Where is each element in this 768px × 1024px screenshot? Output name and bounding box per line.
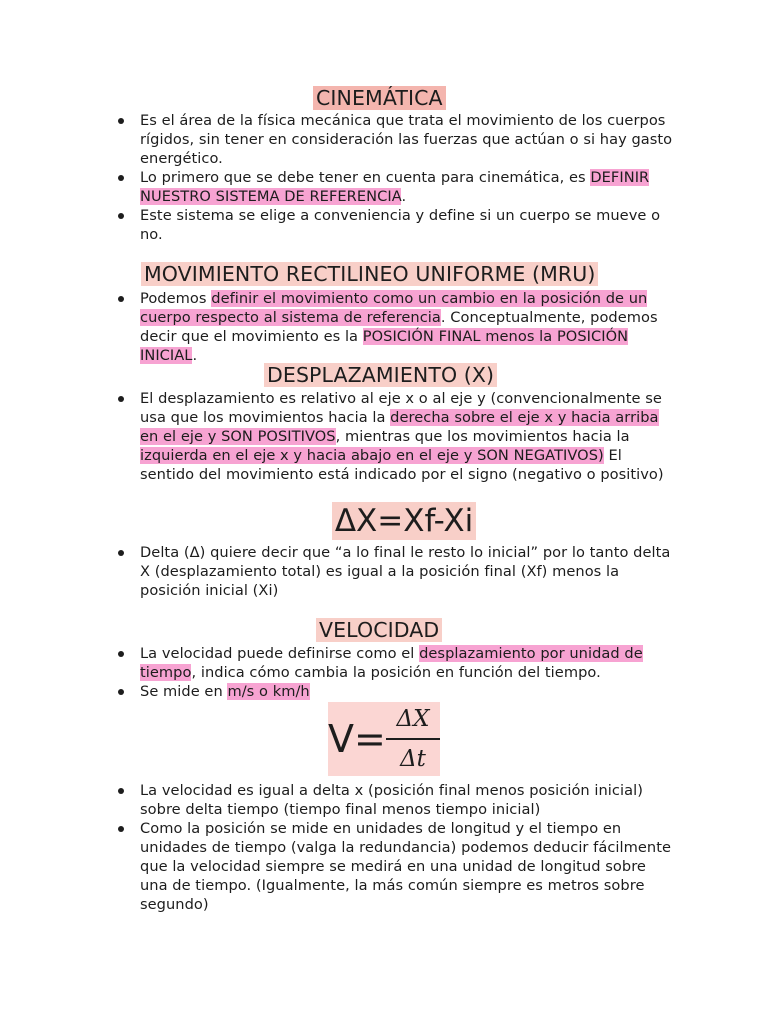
text: La velocidad puede definirse como el bbox=[140, 645, 420, 662]
highlight: derecha sobre el eje x y hacia arriba en el eje y SON POSITIVOS bbox=[140, 409, 659, 445]
list-item bbox=[140, 168, 676, 206]
formula-fraction bbox=[386, 704, 440, 774]
highlight: DEFINIR NUESTRO SISTEMA DE REFERENCIA bbox=[140, 169, 650, 205]
heading-mru: MOVIMIENTO RECTILINEO UNIFORME (MRU) bbox=[141, 262, 598, 286]
list-item: Delta (Δ) quiere decir que “a lo final le resto lo inicial” por lo tanto delta X (desplazamiento total) es igual a la posición final (Xf) menos la posición inicial (Xi) bbox=[140, 543, 676, 600]
list-item: La velocidad es igual a delta x (posición final menos posición inicial) sobre delta tiempo (tiempo final menos tiempo inicial) bbox=[140, 781, 676, 819]
desplazamiento-list bbox=[140, 389, 676, 484]
list-item bbox=[140, 389, 676, 484]
cinematica-list bbox=[140, 111, 676, 244]
list-item: Como la posición se mide en unidades de longitud y el tiempo en unidades de tiempo (valga la redundancia) podemos deducir fácilmente que la velocidad siempre se medirá en una unidad de longitud sobre una de tiempo. (Igualmente, la más común siempre es metros sobre segundo) bbox=[140, 819, 676, 914]
heading-cinematica: CINEMÁTICA bbox=[313, 86, 446, 110]
highlight: izquierda en el eje x y hacia abajo en el eje y SON NEGATIVOS) bbox=[140, 447, 604, 464]
fraction-bar bbox=[386, 738, 440, 740]
list-item: Este sistema se elige a conveniencia y define si un cuerpo se mueve o no. bbox=[140, 206, 676, 244]
text: . bbox=[401, 188, 407, 205]
text: , mientras que los movimientos hacia la bbox=[335, 428, 630, 445]
heading-velocidad: VELOCIDAD bbox=[316, 618, 442, 642]
delta-note-list bbox=[140, 543, 676, 600]
highlight: m/s o km/h bbox=[227, 683, 310, 700]
text: , indica cómo cambia la posición en función del tiempo. bbox=[191, 664, 601, 681]
text: . Conceptualmente, podemos decir que el movimiento es la bbox=[140, 309, 658, 345]
text: . bbox=[192, 347, 198, 364]
list-item bbox=[140, 644, 676, 682]
list-item bbox=[140, 289, 676, 365]
text: Lo primero que se debe tener en cuenta para cinemática, es bbox=[140, 169, 591, 186]
text: El sentido del movimiento está indicado por el signo (negativo o positivo) bbox=[140, 447, 664, 483]
velocity-formula bbox=[328, 702, 440, 776]
text: El desplazamiento es relativo al eje x o al eje y (convencionalmente se usa que los movimientos hacia la bbox=[140, 390, 662, 426]
formula-lhs: V= bbox=[328, 717, 386, 761]
mru-list bbox=[140, 289, 676, 365]
list-item bbox=[140, 682, 676, 701]
text: Se mide en bbox=[140, 683, 228, 700]
formula-numerator: ΔX bbox=[396, 706, 430, 732]
velocidad-notes-list bbox=[140, 781, 676, 914]
highlight: POSICIÓN FINAL menos la POSICIÓN INICIAL bbox=[140, 328, 629, 364]
list-item: Es el área de la física mecánica que trata el movimiento de los cuerpos rígidos, sin tener en consideración las fuerzas que actúan o si hay gasto energético. bbox=[140, 111, 676, 168]
highlight: definir el movimiento como un cambio en la posición de un cuerpo respecto al sistema de referencia bbox=[140, 290, 648, 326]
formula-denominator: Δt bbox=[400, 745, 426, 772]
highlight: desplazamiento por unidad de tiempo bbox=[140, 645, 643, 681]
heading-desplazamiento: DESPLAZAMIENTO (X) bbox=[264, 363, 497, 387]
text: Podemos bbox=[140, 290, 212, 307]
velocidad-list bbox=[140, 644, 676, 701]
displacement-formula: ΔX=Xf-Xi bbox=[332, 502, 476, 540]
